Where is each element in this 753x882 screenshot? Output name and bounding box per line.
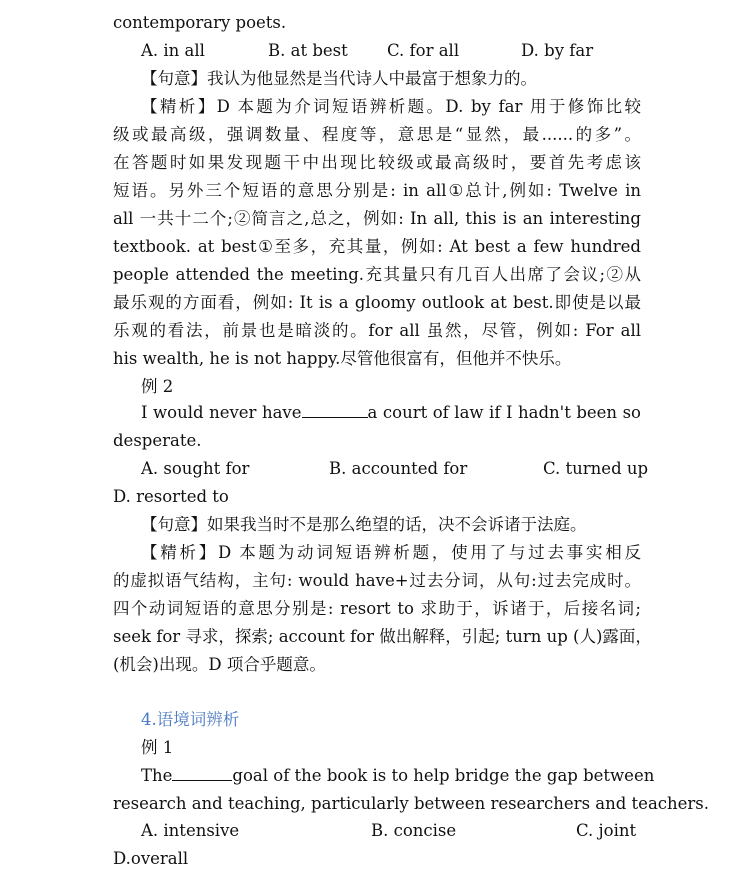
sec4-option-b: B. concise [371,821,457,840]
sec4-option-c: C. joint [576,821,637,840]
ex2-analysis-line: 的虚拟语气结构，主句: would have+过去分词，从句:过去完成时。 [113,571,641,590]
prev-option-d: D. by far [521,41,594,60]
question-text: The [141,766,173,785]
ex2-analysis-line: 【精析】D 本题为动词短语辨析题，使用了与过去事实相反 [141,543,641,562]
ex2-analysis-line: (机会)出现。D 项合乎题意。 [113,655,326,674]
prev-analysis-line: 短语。另外三个短语的意思分别是: in all①总计,例如: Twelve in [113,181,641,200]
prev-option-b: B. at best [268,41,348,60]
prev-option-a: A. in all [141,41,205,60]
prev-analysis-line: 在答题时如果发现题干中出现比较级或最高级时，要首先考虑该 [113,153,641,172]
prev-meaning: 【句意】我认为他显然是当代诗人中最富于想象力的。 [141,69,537,88]
question-text: a court of law if I hadn't been so [367,403,641,422]
ex2-option-d: D. resorted to [113,487,229,506]
sec4-option-d: D.overall [113,849,189,868]
prev-analysis-line: 最乐观的方面看，例如: It is a gloomy outlook at best.即使是以最 [113,293,641,312]
sec4-option-a: A. intensive [141,821,240,840]
prev-analysis-line: 【精析】D 本题为介词短语辨析题。D. by far 用于修饰比较 [141,97,641,116]
ex2-analysis-line: seek for 寻求，探索; account for 做出解释，引起; turn up (人)露面， [113,627,652,646]
ex2-option-a: A. sought for [141,459,250,478]
prev-analysis-line: all 一共十二个;②简言之,总之，例如: In all, this is an interesting [113,209,641,228]
section-4-example-label: 例 1 [141,738,174,757]
question-text: I would never have [141,403,302,422]
ex2-option-c: C. turned up [543,459,649,478]
prev-analysis-line: his wealth, he is not happy.尽管他很富有，但他并不快乐。 [113,349,572,368]
prev-option-c: C. for all [387,41,460,60]
answer-blank [172,764,232,781]
answer-blank [302,401,368,418]
ex2-analysis-line: 四个动词短语的意思分别是: resort to 求助于，诉诸于，后接名词; [113,599,641,618]
section-4-question [141,762,655,790]
section-heading: 4.语境词辨析 [141,710,240,729]
section-4-question-cont: research and teaching, particularly between researchers and teachers. [113,794,710,813]
ex2-option-b: B. accounted for [329,459,468,478]
example-2-label: 例 2 [141,377,174,396]
question-text: goal of the book is to help bridge the gap between [232,766,655,785]
prev-analysis-line: 乐观的看法，前景也是暗淡的。for all 虽然，尽管，例如: For all [113,321,641,340]
prev-analysis-line: textbook. at best①至多，充其量，例如: At best a few hundred [113,237,641,256]
prev-question-tail: contemporary poets. [113,13,287,32]
prev-analysis-line: people attended the meeting.充其量只有几百人出席了会议;②从 [113,265,641,284]
example-2-question-cont: desperate. [113,431,202,450]
ex2-meaning: 【句意】如果我当时不是那么绝望的话，决不会诉诸于法庭。 [141,515,587,534]
prev-analysis-line: 级或最高级，强调数量、程度等，意思是“显然，最......的多”。 [113,125,641,144]
example-2-question [141,399,641,427]
